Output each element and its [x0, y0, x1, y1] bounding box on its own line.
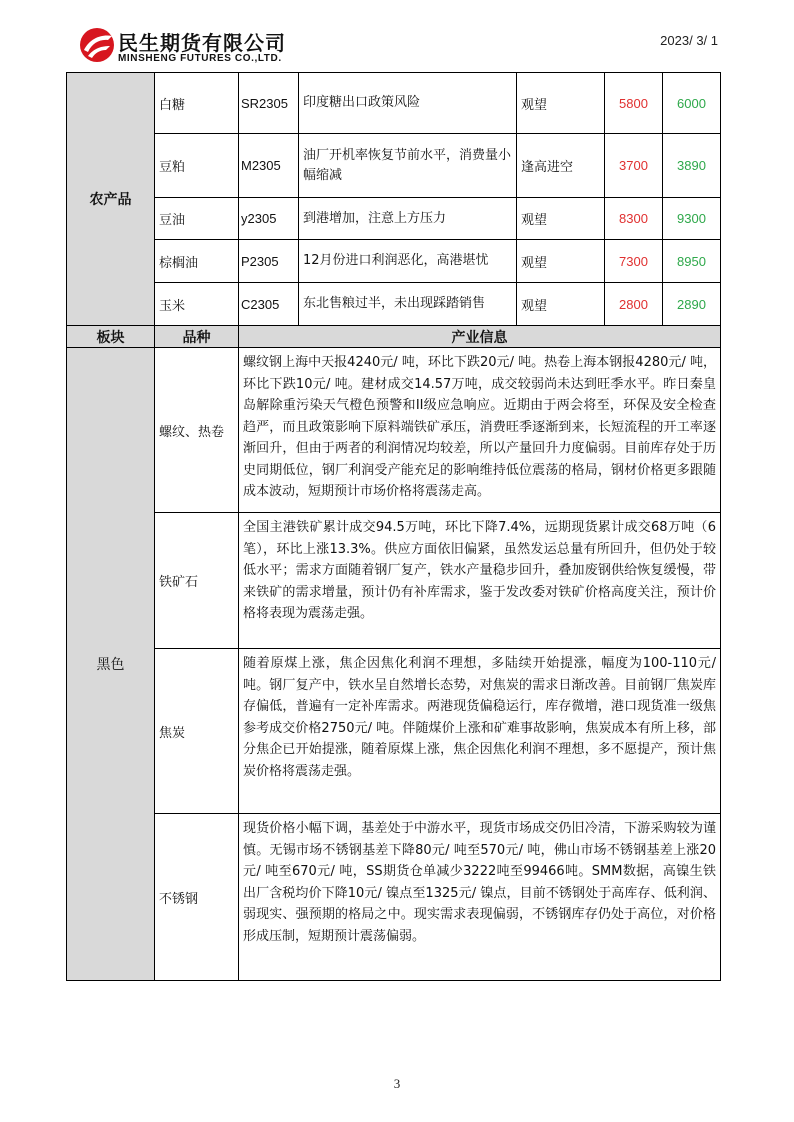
- company-name-cn: 民生期货有限公司: [118, 31, 286, 55]
- price-low-cell: 7300: [605, 240, 663, 283]
- info-cell: 到港增加，注意上方压力: [299, 198, 517, 240]
- header-sector: 板块: [67, 326, 155, 348]
- view-cell: 观望: [517, 283, 605, 326]
- minsheng-logo-icon: [78, 26, 116, 64]
- price-low-cell: 5800: [605, 73, 663, 134]
- black-row: [67, 348, 721, 513]
- price-low-cell: 2800: [605, 283, 663, 326]
- view-cell: 逢高进空: [517, 134, 605, 198]
- black-row: [67, 649, 721, 814]
- variety-cell: 豆油: [155, 198, 239, 240]
- view-cell: 观望: [517, 198, 605, 240]
- company-name-en: MINSHENG FUTURES CO.,LTD.: [118, 53, 282, 64]
- variety-cell: 焦炭: [155, 649, 239, 814]
- agri-row: [67, 73, 721, 134]
- info-cell: 东北售粮过半，未出现踩踏销售: [299, 283, 517, 326]
- header-info: 产业信息: [239, 326, 721, 348]
- price-high-cell: 9300: [663, 198, 721, 240]
- contract-code-cell: y2305: [239, 198, 299, 240]
- agri-row: [67, 134, 721, 198]
- industry-info-cell: 螺纹钢上海中天报4240元/ 吨，环比下跌20元/ 吨。热卷上海本钢报4280元/ 吨，环比下跌10元/ 吨。建材成交14.57万吨，成交较弱尚未达到旺季水平。昨日秦皇岛解除重污染天气橙色预警和II级应急响应。近期由于两会将至，环保及安全检查趋严，而且政策影响下原料端铁矿承压，消费旺季逐渐到来，长短流程的开工率逐渐回升，但由于两者的利润情况均较差，所以产量回升力度偏弱。目前库存处于历史同期低位，钢厂利润受产能充足的影响维持低位震荡的格局，钢材价格更多跟随成本波动，短期预计市场价格将震荡走高。: [239, 348, 721, 513]
- page-number: 3: [393, 1076, 401, 1091]
- agri-row: [67, 240, 721, 283]
- industry-info-cell: 现货价格小幅下调，基差处于中游水平，现货市场成交仍旧冷清，下游采购较为谨慎。无锡市场不锈钢基差下降80元/ 吨至570元/ 吨，佛山市场不锈钢基差上涨20元/ 吨至670元/ 吨，SS期货仓单减少3222吨至99466吨。SMM数据，高镍生铁出厂含税均价下降10元/ 镍点至1325元/ 镍点，目前不锈钢处于高库存、低利润、弱现实、强预期的格局之中。现实需求表现偏弱，不锈钢库存仍处于高位，对价格形成压制，短期预计震荡偏弱。: [239, 814, 721, 981]
- price-high-cell: 2890: [663, 283, 721, 326]
- view-cell: 观望: [517, 73, 605, 134]
- black-row: [67, 513, 721, 649]
- variety-cell: 玉米: [155, 283, 239, 326]
- industry-table: [66, 72, 721, 981]
- info-cell: 油厂开机率恢复节前水平，消费量小幅缩减: [299, 134, 517, 198]
- industry-info-cell: 全国主港铁矿累计成交94.5万吨，环比下降7.4%，远期现货累计成交68万吨（6笔），环比上涨13.3%。供应方面依旧偏紧，虽然发运总量有所回升，但仍处于较低水平；需求方面随着钢厂复产，铁水产量稳步回升，叠加废钢供给恢复缓慢，带来铁矿的需求增量，预计仍有补库需求，鉴于发改委对铁矿价格高度关注，预计价格将表现为震荡走强。: [239, 513, 721, 649]
- price-high-cell: 3890: [663, 134, 721, 198]
- table-header-row: [67, 326, 721, 348]
- variety-cell: 白糖: [155, 73, 239, 134]
- price-low-cell: 3700: [605, 134, 663, 198]
- black-row: [67, 814, 721, 981]
- price-low-cell: 8300: [605, 198, 663, 240]
- sector-cell-agri: 农产品: [67, 73, 155, 326]
- variety-cell: 螺纹、热卷: [155, 348, 239, 513]
- agri-row: [67, 198, 721, 240]
- info-cell: 印度糖出口政策风险: [299, 73, 517, 134]
- industry-info-cell: 随着原煤上涨，焦企因焦化利润不理想，多陆续开始提涨，幅度为100-110元/ 吨。钢厂复产中，铁水呈自然增长态势，对焦炭的需求日渐改善。目前钢厂焦炭库存偏低，普遍有一定补库需求。两港现货偏稳运行，库存微增，港口现货准一级焦参考成交价格2750元/ 吨。伴随煤价上涨和矿难事故影响，焦炭成本有所上移，部分焦企已开始提涨，随着原煤上涨，焦企因焦化利润不理想，多不愿提产，预计焦炭价格将震荡走强。: [239, 649, 721, 814]
- variety-cell: 铁矿石: [155, 513, 239, 649]
- contract-code-cell: P2305: [239, 240, 299, 283]
- price-high-cell: 8950: [663, 240, 721, 283]
- sector-cell-black: 黑色: [67, 348, 155, 981]
- header-variety: 品种: [155, 326, 239, 348]
- price-high-cell: 6000: [663, 73, 721, 134]
- info-cell: 12月份进口利润恶化，高港堪忧: [299, 240, 517, 283]
- agri-row: [67, 283, 721, 326]
- page-header: [0, 0, 794, 72]
- view-cell: 观望: [517, 240, 605, 283]
- contract-code-cell: C2305: [239, 283, 299, 326]
- report-date: 2023/ 3/ 1: [660, 33, 718, 48]
- contract-code-cell: M2305: [239, 134, 299, 198]
- variety-cell: 豆粕: [155, 134, 239, 198]
- variety-cell: 不锈钢: [155, 814, 239, 981]
- contract-code-cell: SR2305: [239, 73, 299, 134]
- variety-cell: 棕榈油: [155, 240, 239, 283]
